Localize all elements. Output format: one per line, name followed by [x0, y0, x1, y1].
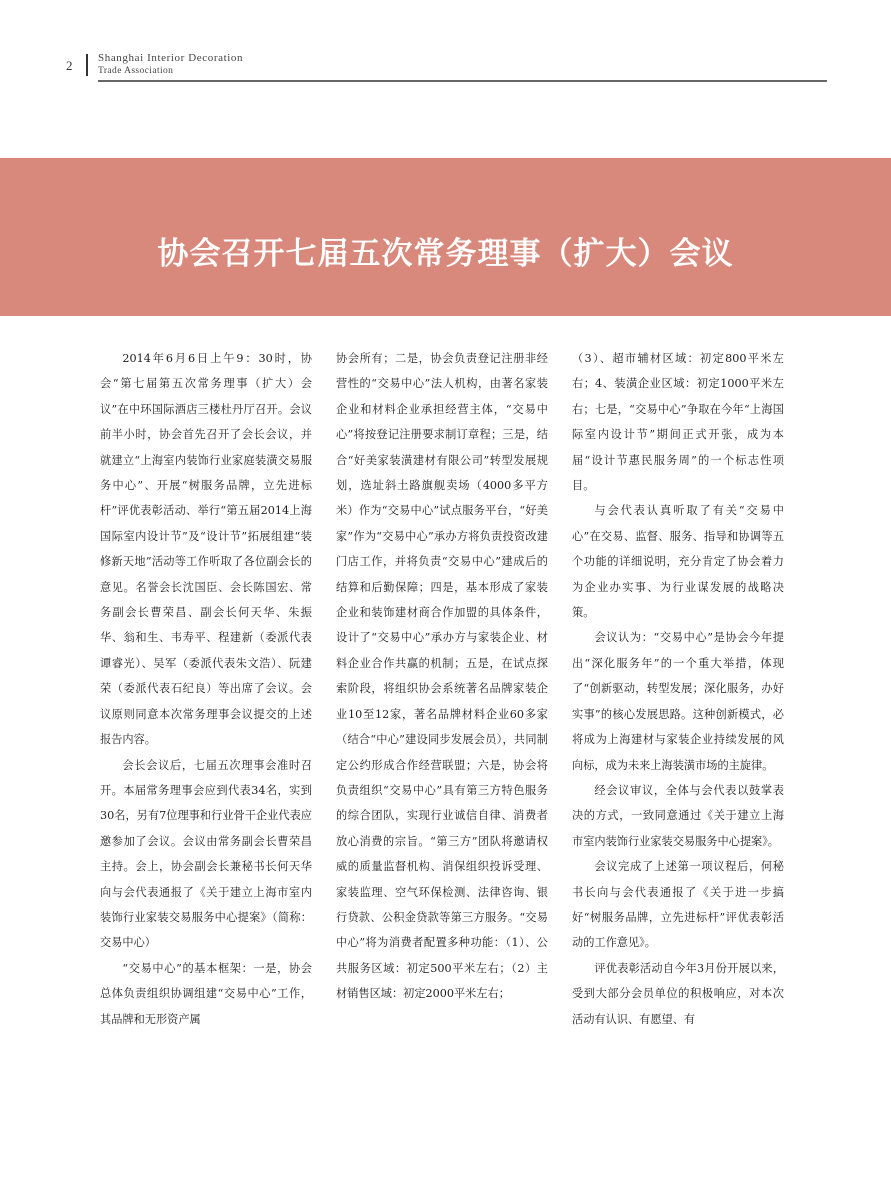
paragraph: 会议完成了上述第一项议程后，何秘书长向与会代表通报了《关于进一步搞好“树服务品牌，立先进标杆”评优表彰活动的工作意见》。: [572, 860, 784, 950]
article-column-1: [100, 346, 312, 1032]
paragraph: 会议认为：“交易中心”是协会今年提出“深化服务年”的一个重大举措，体现了“创新驱动，转型发展；深化服务，办好实事”的核心发展思路。这种创新模式，必将成为上海建材与家装企业持续发展的风向标，成为未来上海装潢市场的主旋律。: [572, 631, 784, 772]
organization-name-line1: Shanghai Interior Decoration: [98, 52, 244, 64]
paragraph: 2014年6月6日上午9：30时，协会“第七届第五次常务理事（扩大）会议”在中环国际酒店三楼杜丹厅召开。会议前半小时，协会首先召开了会长会议，并就建立“上海室内装饰行业家庭装潢交易服务中心”、开展“树服务品牌，立先进标杆”评优表彰活动、举行“第五届2014上海国际室内设计节”及“设计节”拓展组建“装修新天地”活动等工作听取了各位副会长的意见。名誉会长沈国臣、会长陈国宏、常务副会长曹荣昌、副会长何天华、朱振华、翁和生、韦寿平、程建新（委派代表谭睿光）、吴军（委派代表朱文浩）、阮建荣（委派代表石纪良）等出席了会议。会议原则同意本次常务理事会议提交的上述报告内容。: [100, 352, 312, 747]
paragraph: （3）、超市辅材区域：初定800平米左右；4、装潢企业区域：初定1000平米左右；七是，“交易中心”争取在今年“上海国际室内设计节”期间正式开张，成为本届“设计节惠民服务周”的一个标志性项目。: [572, 352, 784, 493]
article-title: 协会召开七届五次常务理事（扩大）会议: [157, 236, 734, 272]
article-column-2: [336, 346, 548, 1007]
paragraph: 会长会议后，七届五次理事会准时召开。本届常务理事会应到代表34名，实到30名，另有7位理事和行业骨干企业代表应邀参加了会议。会议由常务副会长曹荣昌主持。会上，协会副会长兼秘书长何天华向与会代表通报了《关于建立上海市室内装饰行业家装交易服务中心提案》（简称：交易中心）: [100, 758, 312, 950]
paragraph: 与会代表认真听取了有关“交易中心”在交易、监督、服务、指导和协调等五个功能的详细说明，充分肯定了协会着力为企业办实事、为行业谋发展的战略决策。: [572, 504, 784, 620]
header-rule: [98, 80, 827, 82]
organization-name-line2: Trade Association: [98, 66, 174, 76]
article-column-3: [572, 346, 784, 1032]
paragraph: 评优表彰活动自今年3月份开展以来，受到大部分会员单位的积极响应，对本次活动有认识、有愿望、有: [572, 961, 784, 1026]
page-number: 2: [66, 58, 73, 73]
paragraph: 经会议审议，全体与会代表以鼓掌表决的方式，一致同意通过《关于建立上海市室内装饰行业家装交易服务中心提案》。: [572, 783, 784, 848]
header-divider-bar: [86, 54, 88, 76]
title-banner: [0, 158, 891, 316]
paragraph: “交易中心”的基本框架：一是，协会总体负责组织协调组建“交易中心”工作，其品牌和无形资产属: [100, 961, 312, 1026]
page-header: [62, 48, 827, 88]
paragraph: 协会所有；二是，协会负责登记注册非经营性的“交易中心”法人机构，由著名家装企业和材料企业承担经营主体，“交易中心”将按登记注册要求制订章程；三是，结合“好美家装潢建材有限公司”转型发展规划，选址斜土路旗舰卖场（4000多平方米）作为“交易中心”试点服务平台，“好美家”作为“交易中心”承办方将负责投资改建门店工作，并将负责“交易中心”建成后的结算和后勤保障；四是，基本形成了家装企业和装饰建材商合作加盟的具体条件，设计了“交易中心”承办方与家装企业、材料企业合作共赢的机制；五是，在试点探索阶段，将组织协会系统著名品牌家装企业10至12家，著名品牌材料企业60多家（结合“中心”建设同步发展会员），共同制定公约形成合作经营联盟；六是，协会将负责组织“交易中心”具有第三方特色服务的综合团队，实现行业诚信自律、消费者放心消费的宗旨。“第三方”团队将邀请权威的质量监督机构、消保组织投诉受理、家装监理、空气环保检测、法律咨询、银行贷款、公积金贷款等第三方服务。“交易中心”将为消费者配置多种功能：（1）、公共服务区域：初定500平米左右；（2）主材销售区域：初定2000平米左右；: [336, 352, 548, 1001]
